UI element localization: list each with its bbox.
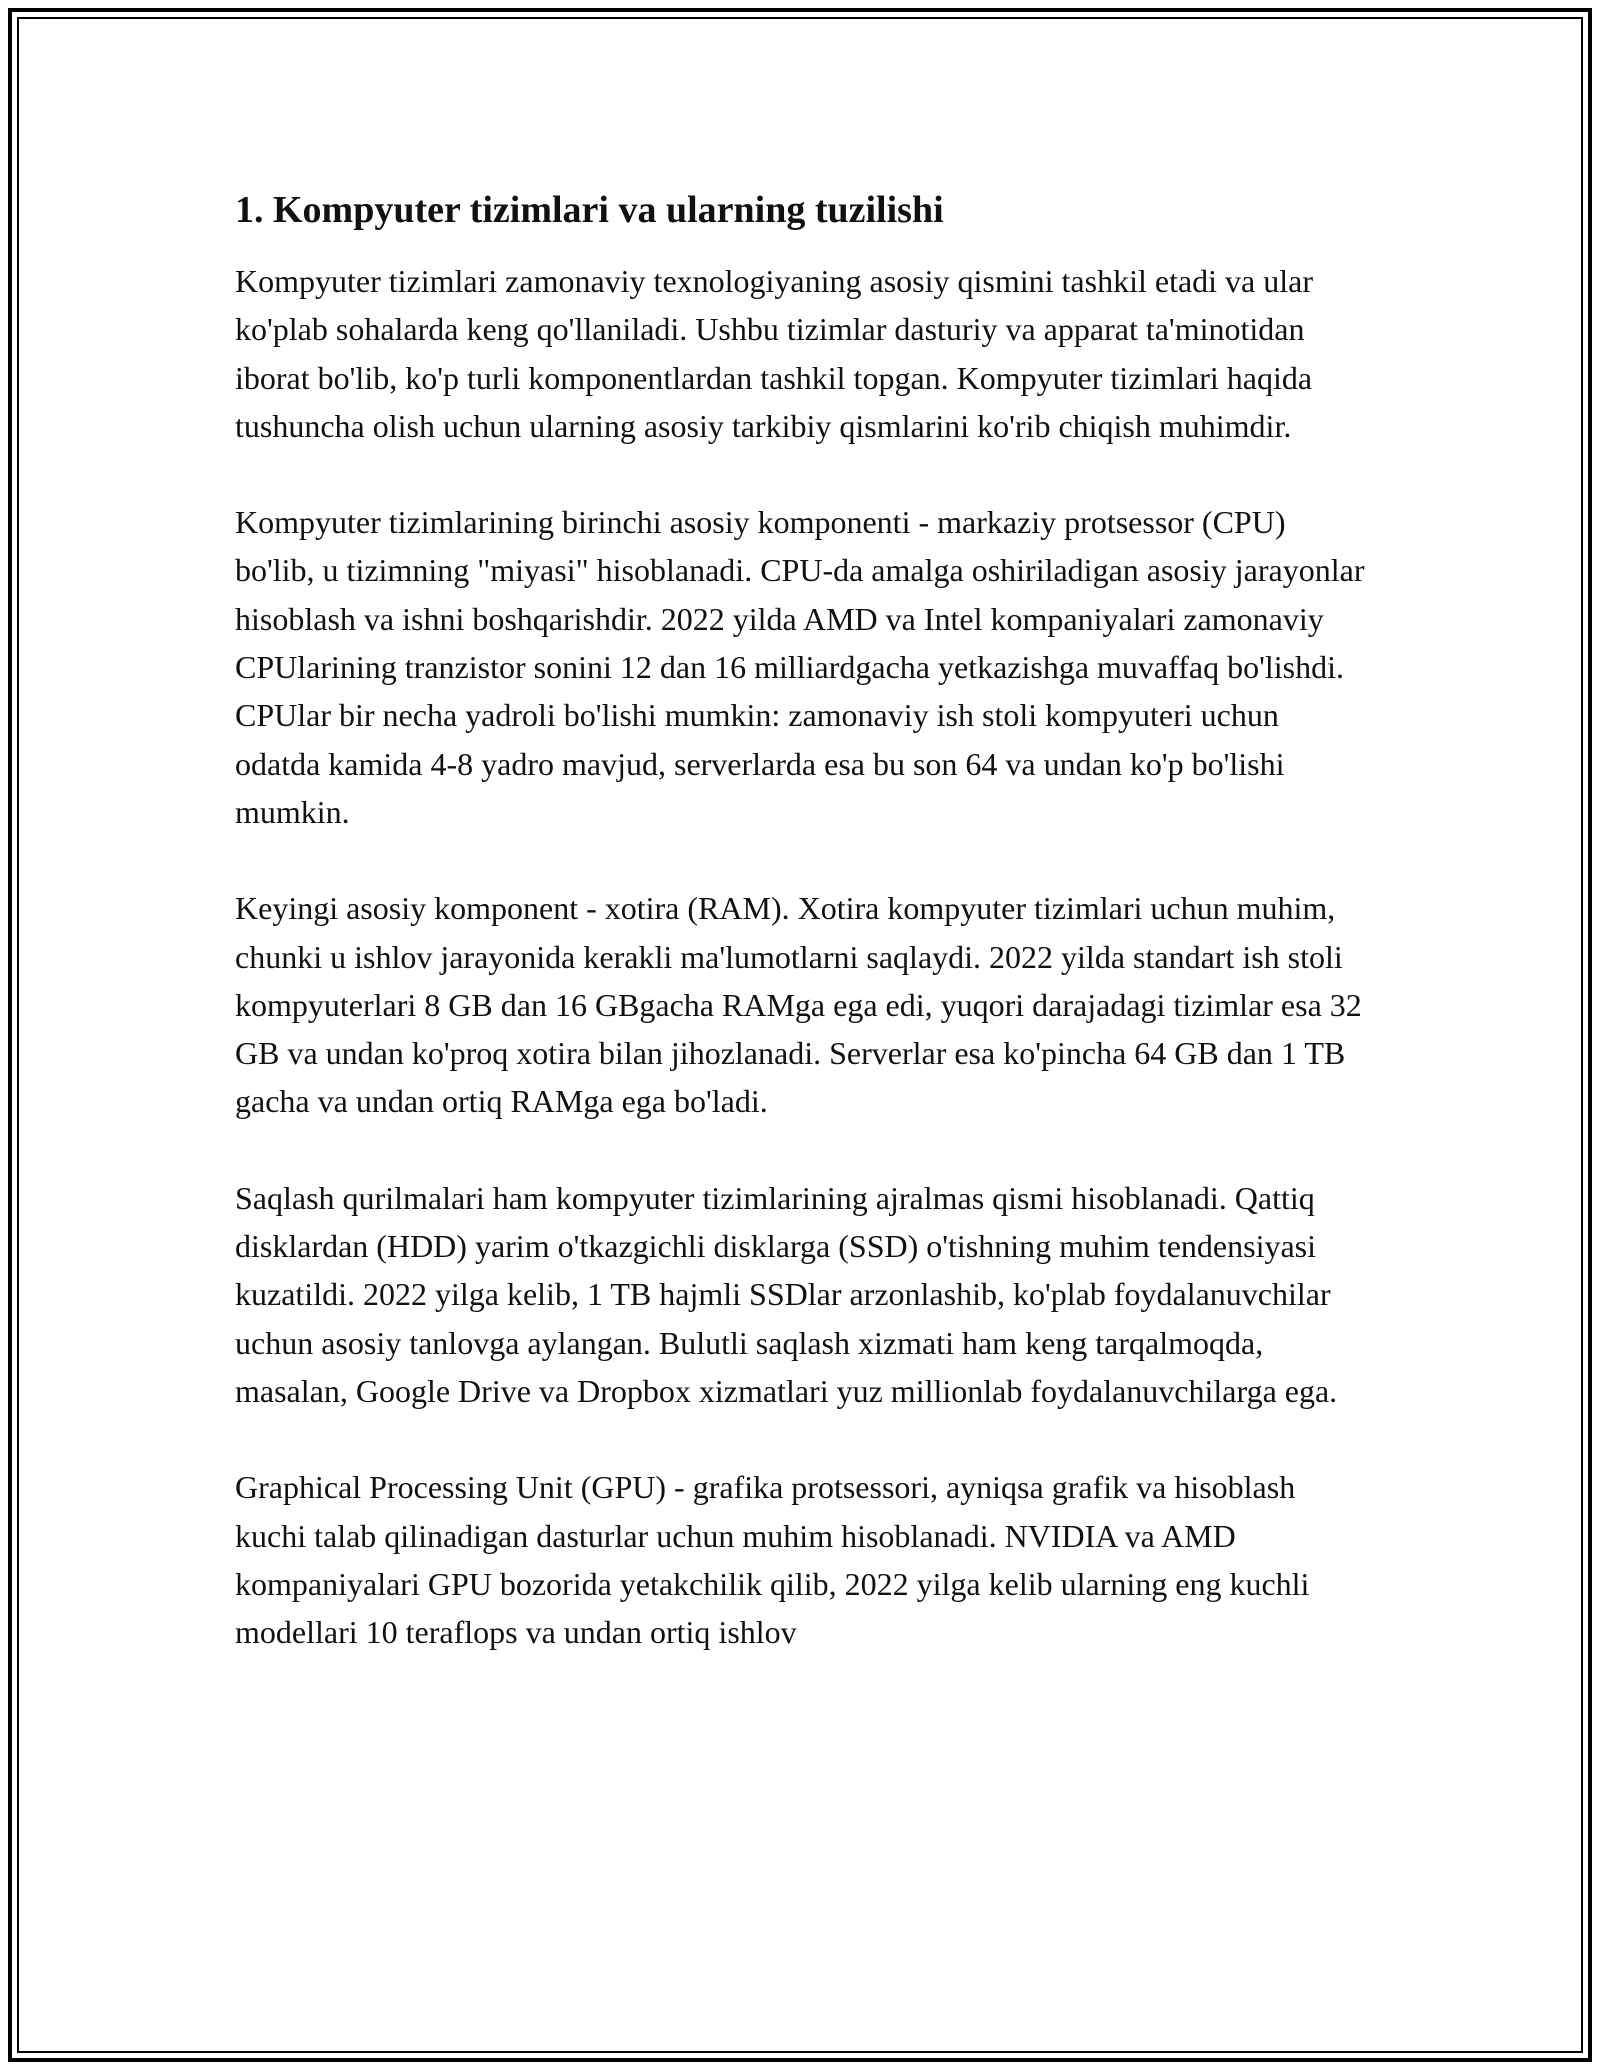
section-heading: 1. Kompyuter tizimlari va ularning tuzilishi xyxy=(235,189,944,231)
document-body xyxy=(235,186,1370,1704)
paragraph-cpu: Kompyuter tizimlarining birinchi asosiy komponenti - markaziy protsessor (CPU) bo'lib, u tizimning "miyasi" hisoblanadi. CPU-da amalga oshiriladigan asosiy jarayonlar hisoblash va ishni boshqarishdir. 2022 yilda AMD va Intel kompaniyalari zamonaviy CPUlarining tranzistor sonini 12 dan 16 milliardgacha yetkazishga muvaffaq bo'lishdi. CPUlar bir necha yadroli bo'lishi mumkin: zamonaviy ish stoli kompyuteri uchun odatda kamida 4-8 yadro mavjud, serverlarda esa bu son 64 va undan ko'p bo'lishi mumkin. xyxy=(235,504,1365,830)
paragraph-ram: Keyingi asosiy komponent - xotira (RAM). Xotira kompyuter tizimlari uchun muhim, chunki u ishlov jarayonida kerakli ma'lumotlarni saqlaydi. 2022 yilda standart ish stoli kompyuterlari 8 GB dan 16 GBgacha RAMga ega edi, yuqori darajadagi tizimlar esa 32 GB va undan ko'proq xotira bilan jihozlanadi. Serverlar esa ko'pincha 64 GB dan 1 TB gacha va undan ortiq RAMga ega bo'ladi. xyxy=(235,890,1362,1120)
paragraph-gpu: Graphical Processing Unit (GPU) - grafika protsessori, ayniqsa grafik va hisoblash kuchi talab qilinadigan dasturlar uchun muhim hisoblanadi. NVIDIA va AMD kompaniyalari GPU bozorida yetakchilik qilib, 2022 yilga kelib ularning eng kuchli modellari 10 teraflops va undan ortiq ishlov xyxy=(235,1469,1310,1651)
paragraph-intro: Kompyuter tizimlari zamonaviy texnologiyaning asosiy qismini tashkil etadi va ular ko'plab sohalarda keng qo'llaniladi. Ushbu tizimlar dasturiy va apparat ta'minotidan iborat bo'lib, ko'p turli komponentlardan tashkil topgan. Kompyuter tizimlari haqida tushuncha olish uchun ularning asosiy tarkibiy qismlarini ko'rib chiqish muhimdir. xyxy=(235,263,1313,444)
paragraph-storage: Saqlash qurilmalari ham kompyuter tizimlarining ajralmas qismi hisoblanadi. Qattiq disklardan (HDD) yarim o'tkazgichli disklarga (SSD) o'tishning muhim tendensiyasi kuzatildi. 2022 yilga kelib, 1 TB hajmli SSDlar arzonlashib, ko'plab foydalanuvchilar uchun asosiy tanlovga aylangan. Bulutli saqlash xizmati ham keng tarqalmoqda, masalan, Google Drive va Dropbox xizmatlari yuz millionlab foydalanuvchilarga ega. xyxy=(235,1179,1338,1409)
